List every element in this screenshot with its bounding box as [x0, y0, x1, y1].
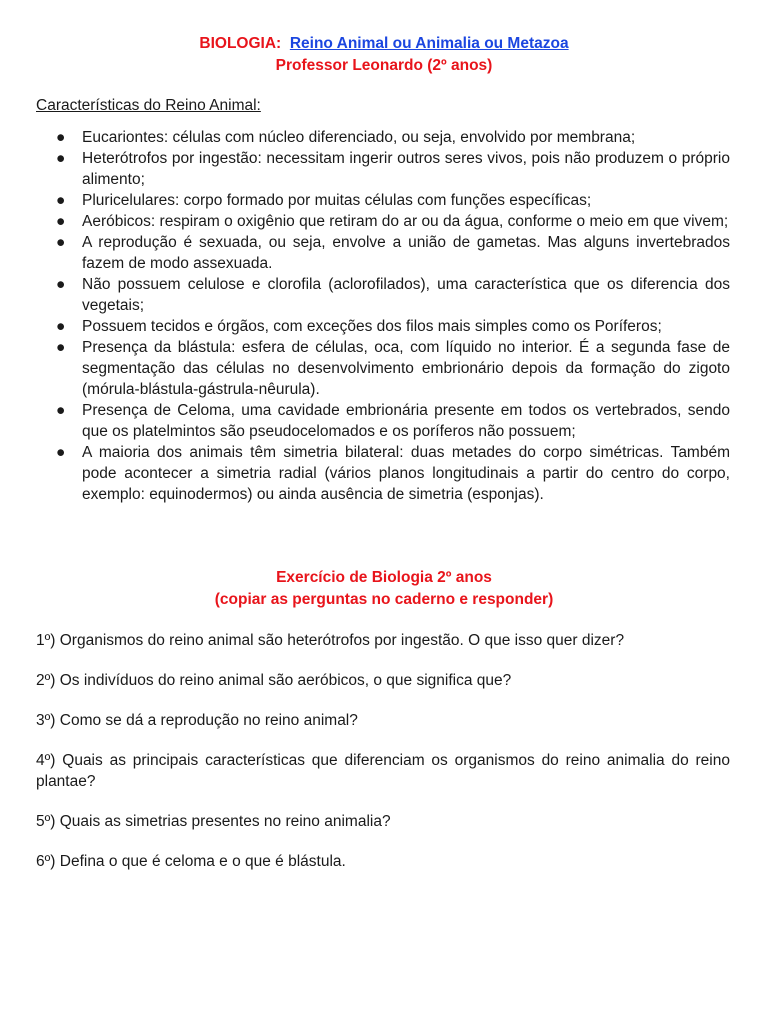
list-item-text: Não possuem celulose e clorofila (aclorofilados), uma característica que os diferencia dos vegetais; [82, 276, 730, 314]
exercise-header [0, 567, 768, 611]
list-item [36, 127, 730, 148]
bullet-icon: ● [56, 234, 66, 251]
bullet-icon: ● [56, 339, 66, 356]
exercise-title: Exercício de Biologia 2º anos [276, 569, 492, 586]
exercise-subtitle: (copiar as perguntas no caderno e responder) [214, 591, 554, 608]
questions-list [36, 630, 730, 891]
question-item: 5º) Quais as simetrias presentes no reino animalia? [36, 813, 391, 830]
list-item [36, 316, 730, 337]
question-item: 2º) Os indivíduos do reino animal são aeróbicos, o que significa que? [36, 672, 512, 689]
list-item-text: Aeróbicos: respiram o oxigênio que retiram do ar ou da água, conforme o meio em que vivem; [82, 213, 729, 230]
list-item [36, 211, 730, 232]
characteristics-heading: Características do Reino Animal: [36, 97, 261, 114]
subject-label: BIOLOGIA: [199, 35, 282, 52]
bullet-icon: ● [56, 192, 66, 209]
list-item [36, 400, 730, 442]
list-item-text: Eucariontes: células com núcleo diferenciado, ou seja, envolvido por membrana; [82, 129, 636, 146]
list-item [36, 274, 730, 316]
list-item-text: Pluricelulares: corpo formado por muitas células com funções específicas; [82, 192, 592, 209]
question-item: 6º) Defina o que é celoma e o que é blástula. [36, 853, 346, 870]
bullet-icon: ● [56, 402, 66, 419]
list-item [36, 442, 730, 505]
bullet-icon: ● [56, 276, 66, 293]
list-item-text: Possuem tecidos e órgãos, com exceções dos filos mais simples como os Poríferos; [82, 318, 662, 335]
characteristics-list [36, 127, 730, 505]
list-item [36, 337, 730, 400]
title-link[interactable]: Reino Animal ou Animalia ou Metazoa [289, 35, 569, 52]
question-item: 4º) Quais as principais características que diferenciam os organismos do reino animalia do reino plantae? [36, 752, 730, 790]
bullet-icon: ● [56, 444, 66, 461]
bullet-icon: ● [56, 129, 66, 146]
list-item-text: Presença da blástula: esfera de células, oca, com líquido no interior. É a segunda fase de segmentação das células no desenvolvimento embrionário depois da formação do zigoto (mórula-blástula-gástrula-nêurula). [82, 339, 730, 398]
list-item [36, 190, 730, 211]
bullet-icon: ● [56, 150, 66, 167]
list-item-text: A reprodução é sexuada, ou seja, envolve a união de gametas. Mas alguns invertebrados fazem de modo assexuada. [82, 234, 730, 272]
list-item-text: A maioria dos animais têm simetria bilateral: duas metades do corpo simétricas. Também pode acontecer a simetria radial (vários planos longitudinais a partir do centro do corpo, exemplo: equinodermos) ou ainda ausência de simetria (esponjas). [82, 444, 730, 503]
header-title-line [0, 33, 768, 55]
question-item: 1º) Organismos do reino animal são heterótrofos por ingestão. O que isso quer dizer? [36, 632, 625, 649]
document-header [0, 33, 768, 77]
list-item-text: Presença de Celoma, uma cavidade embrionária presente em todos os vertebrados, sendo que os platelmintos são pseudocelomados e os poríferos não possuem; [82, 402, 730, 440]
bullet-icon: ● [56, 318, 66, 335]
list-item [36, 232, 730, 274]
professor-line: Professor Leonardo (2º anos) [275, 57, 493, 74]
question-item: 3º) Como se dá a reprodução no reino animal? [36, 712, 358, 729]
list-item-text: Heterótrofos por ingestão: necessitam ingerir outros seres vivos, pois não produzem o próprio alimento; [82, 150, 730, 188]
list-item [36, 148, 730, 190]
bullet-icon: ● [56, 213, 66, 230]
